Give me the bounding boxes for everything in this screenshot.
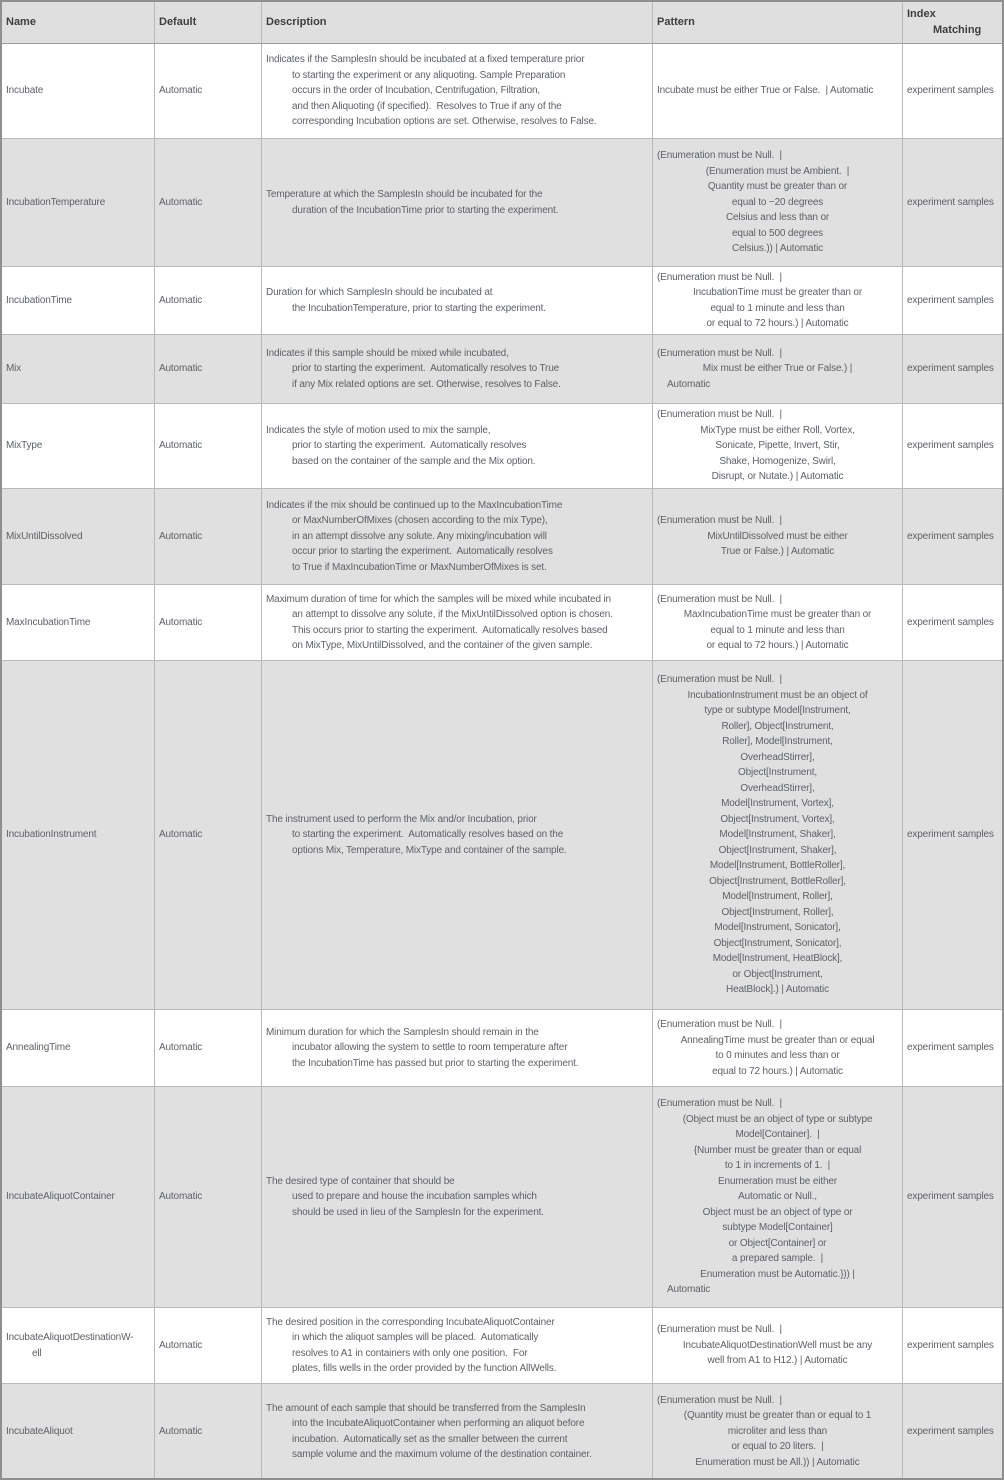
cell-default: [155, 1308, 262, 1383]
option-description-line: Indicates the style of motion used to mix the sample,: [266, 424, 491, 436]
cell-index-matching: [903, 335, 1002, 403]
cell-default: [155, 267, 262, 334]
option-pattern-line: Celsius and less than or: [725, 212, 830, 224]
table-row: [2, 404, 1002, 489]
option-description-line: The amount of each sample that should be transferred from the SamplesIn: [266, 1402, 586, 1414]
option-pattern-line: Incubate must be either True or False. | Automatic: [657, 85, 874, 97]
index-matching-value: experiment samples: [907, 85, 994, 97]
option-description-line: occurs in the order of Incubation, Centrifugation, Filtration,: [292, 85, 541, 97]
header-cell-pattern: [653, 2, 903, 43]
option-description-line: incubator allowing the system to settle to room temperature after: [292, 1042, 568, 1054]
header-label: Pattern: [657, 15, 695, 28]
option-default: Automatic: [159, 294, 203, 306]
option-pattern-line: well from A1 to H12.) | Automatic: [707, 1355, 848, 1367]
option-pattern-line: equal to 72 hours.) | Automatic: [712, 1065, 843, 1077]
cell-default: [155, 489, 262, 584]
option-description-line: Temperature at which the SamplesIn should be incubated for the: [266, 189, 543, 200]
option-description-line: The desired position in the corresponding IncubateAliquotContainer: [266, 1316, 555, 1328]
cell-default: [155, 1087, 262, 1307]
option-default: Automatic: [159, 440, 203, 452]
header-label: Description: [266, 15, 327, 28]
cell-index-matching: [903, 1010, 1002, 1086]
cell-description: [262, 489, 653, 584]
option-default: Automatic: [159, 85, 203, 97]
option-pattern-line: Automatic or Null.,: [738, 1191, 817, 1203]
option-description-line: prior to starting the experiment. Automatically resolves to True: [292, 363, 560, 375]
option-pattern-line: equal to −20 degrees: [731, 196, 824, 208]
cell-description: [262, 1308, 653, 1383]
option-pattern-line: or equal to 72 hours.) | Automatic: [706, 318, 849, 329]
cell-pattern: [653, 489, 903, 584]
table-row: [2, 489, 1002, 585]
option-pattern-line: (Quantity must be greater than or equal to 1: [683, 1410, 872, 1422]
table-row: [2, 585, 1002, 661]
option-name: MixUntilDissolved: [6, 530, 83, 542]
header-cell-name: [2, 2, 155, 43]
index-matching-value: experiment samples: [907, 363, 994, 375]
option-pattern-line: (Enumeration must be Null. |: [657, 1019, 782, 1030]
option-description-line: into the IncubateAliquotContainer when performing an aliquot before: [292, 1418, 585, 1429]
option-name: ell: [32, 1347, 42, 1359]
cell-pattern: [653, 585, 903, 660]
option-pattern-line: Object must be an object of type or: [702, 1206, 853, 1218]
option-pattern-line: Model[Instrument, BottleRoller],: [709, 860, 846, 872]
option-description-line: the IncubationTime has passed but prior to starting the experiment.: [292, 1057, 579, 1069]
option-pattern-line: Automatic: [667, 1284, 711, 1296]
option-pattern-line: equal to 500 degrees: [732, 227, 823, 239]
table-header: [2, 2, 1002, 44]
option-name: IncubationTemperature: [6, 196, 106, 208]
option-pattern-line: (Enumeration must be Null. |: [657, 409, 782, 421]
option-pattern-line: to 1 in increments of 1. |: [724, 1160, 831, 1172]
cell-index-matching: [903, 404, 1002, 488]
option-pattern-line: Object[Instrument,: [738, 767, 817, 779]
cell-default: [155, 139, 262, 266]
header-cell-index-matching: [903, 2, 1002, 43]
option-pattern-line: (Enumeration must be Null. |: [657, 1324, 782, 1336]
option-description-line: prior to starting the experiment. Automatically resolves: [292, 440, 527, 452]
cell-description: [262, 404, 653, 488]
option-name: IncubationTime: [6, 294, 72, 306]
option-pattern-line: Model[Instrument, Shaker],: [719, 829, 836, 841]
table-row: [2, 44, 1002, 139]
cell-default: [155, 44, 262, 138]
index-matching-value: experiment samples: [907, 1425, 994, 1437]
option-pattern-line: AnnealingTime must be greater than or equal: [680, 1034, 875, 1046]
cell-index-matching: [903, 661, 1002, 1009]
option-pattern-line: IncubationTime must be greater than or: [692, 287, 863, 298]
option-name: MaxIncubationTime: [6, 616, 91, 628]
cell-description: [262, 585, 653, 660]
option-pattern-line: a prepared sample. |: [731, 1253, 824, 1265]
option-pattern-line: Model[Container]. |: [735, 1129, 820, 1141]
option-name: IncubationInstrument: [6, 829, 97, 841]
cell-name: [2, 489, 155, 584]
cell-name: [2, 1010, 155, 1086]
option-pattern-line: Object[Instrument, Shaker],: [718, 844, 837, 856]
option-pattern-line: Object[Instrument, Sonicator],: [713, 937, 842, 949]
table-row: [2, 335, 1002, 404]
cell-default: [155, 585, 262, 660]
option-pattern-line: Automatic: [667, 378, 711, 390]
option-pattern-line: True or False.) | Automatic: [720, 546, 835, 558]
option-name: MixType: [6, 440, 43, 452]
cell-name: [2, 1384, 155, 1479]
option-pattern-line: MaxIncubationTime must be greater than or: [683, 609, 872, 620]
cell-pattern: [653, 404, 903, 488]
option-description-line: Indicates if the mix should be continued up to the MaxIncubationTime: [266, 499, 563, 511]
option-pattern-line: IncubateAliquotDestinationWell must be any: [682, 1339, 873, 1351]
option-description-line: Maximum duration of time for which the samples will be mixed while incubated in: [266, 593, 611, 605]
option-pattern-line: Disrupt, or Nutate.) | Automatic: [711, 471, 844, 483]
cell-index-matching: [903, 1087, 1002, 1307]
cell-description: [262, 44, 653, 138]
option-pattern-line: Object[Instrument, BottleRoller],: [709, 875, 846, 887]
option-description-line: The desired type of container that should be: [266, 1175, 455, 1187]
option-default: Automatic: [159, 1042, 203, 1054]
cell-pattern: [653, 1308, 903, 1383]
option-description-line: the IncubationTemperature, prior to starting the experiment.: [292, 302, 546, 314]
option-description-line: This occurs prior to starting the experiment. Automatically resolves based: [292, 624, 608, 636]
option-pattern-line: or Object[Instrument,: [732, 968, 823, 980]
index-matching-value: experiment samples: [907, 829, 994, 841]
table-row: [2, 661, 1002, 1010]
cell-index-matching: [903, 139, 1002, 266]
header-label: Default: [159, 15, 197, 28]
header-label: Index: [907, 8, 936, 20]
option-default: Automatic: [159, 1425, 203, 1437]
option-description-line: Minimum duration for which the SamplesIn should remain in the: [266, 1026, 539, 1038]
option-pattern-line: or Object[Container] or: [728, 1237, 827, 1249]
option-description-line: occur prior to starting the experiment. Automatically resolves: [292, 546, 553, 558]
cell-name: [2, 661, 155, 1009]
option-pattern-line: Model[Instrument, Roller],: [722, 891, 833, 903]
option-pattern-line: Enumeration must be Automatic.})) |: [700, 1268, 855, 1280]
option-pattern-line: to 0 minutes and less than or: [715, 1050, 840, 1061]
option-default: Automatic: [159, 530, 203, 542]
option-description-line: to starting the experiment. Automatically resolves based on the: [292, 829, 564, 841]
option-pattern-line: (Enumeration must be Null. |: [657, 674, 782, 686]
cell-pattern: [653, 44, 903, 138]
option-pattern-line: {Number must be greater than or equal: [693, 1144, 862, 1156]
cell-pattern: [653, 1010, 903, 1086]
option-default: Automatic: [159, 616, 203, 628]
cell-pattern: [653, 1087, 903, 1307]
cell-index-matching: [903, 585, 1002, 660]
option-description-line: used to prepare and house the incubation samples which: [292, 1191, 537, 1203]
cell-description: [262, 267, 653, 334]
option-description-line: Indicates if the SamplesIn should be incubated at a fixed temperature prior: [266, 54, 585, 66]
option-pattern-line: Enumeration must be either: [718, 1175, 837, 1187]
option-pattern-line: OverheadStirrer],: [740, 782, 815, 794]
option-name: AnnealingTime: [6, 1042, 71, 1054]
option-pattern-line: (Enumeration must be Null. |: [657, 1098, 782, 1110]
cell-default: [155, 335, 262, 403]
option-pattern-line: IncubationInstrument must be an object of: [687, 689, 868, 701]
option-description-line: plates, fills wells in the order provided by the function AllWells.: [292, 1363, 557, 1374]
option-pattern-line: Model[Instrument, Vortex],: [721, 798, 834, 810]
cell-name: [2, 1087, 155, 1307]
option-pattern-line: equal to 1 minute and less than: [710, 302, 845, 314]
cell-pattern: [653, 335, 903, 403]
option-name: IncubateAliquot: [6, 1425, 73, 1437]
option-description-line: resolves to A1 in containers with only one position. For: [292, 1347, 528, 1359]
cell-default: [155, 404, 262, 488]
option-description-line: corresponding Incubation options are set. Otherwise, resolves to False.: [292, 116, 597, 128]
index-matching-value: experiment samples: [907, 616, 994, 628]
index-matching-value: experiment samples: [907, 196, 994, 208]
cell-name: [2, 1308, 155, 1383]
option-pattern-line: type or subtype Model[Instrument,: [704, 705, 851, 717]
table-row: [2, 1308, 1002, 1384]
option-name: IncubateAliquotContainer: [6, 1191, 115, 1203]
option-description-line: and then Aliquoting (if specified). Resolves to True if any of the: [292, 100, 562, 112]
option-default: Automatic: [159, 1191, 203, 1203]
cell-description: [262, 1010, 653, 1086]
option-pattern-line: Mix must be either True or False.) |: [702, 363, 853, 375]
cell-description: [262, 335, 653, 403]
option-description-line: in an attempt dissolve any solute. Any mixing/incubation will: [292, 530, 547, 542]
option-pattern-line: (Enumeration must be Null. |: [657, 271, 782, 283]
index-matching-value: experiment samples: [907, 440, 994, 452]
option-name: IncubateAliquotDestinationW-: [6, 1332, 134, 1343]
option-pattern-line: MixType must be either Roll, Vortex,: [700, 424, 855, 436]
option-pattern-line: or equal to 72 hours.) | Automatic: [706, 640, 849, 651]
cell-description: [262, 1087, 653, 1307]
option-pattern-line: (Object must be an object of type or subtype: [682, 1113, 873, 1125]
option-description-line: or MaxNumberOfMixes (chosen according to the mix Type),: [292, 515, 548, 527]
option-pattern-line: (Enumeration must be Ambient. |: [705, 165, 850, 177]
option-description-line: if any Mix related options are set. Otherwise, resolves to False.: [292, 378, 561, 390]
table-row: [2, 1384, 1002, 1480]
option-pattern-line: OverheadStirrer],: [740, 751, 815, 763]
option-description-line: incubation. Automatically set as the smaller between the current: [292, 1433, 568, 1445]
cell-name: [2, 139, 155, 266]
header-label: Name: [6, 15, 36, 28]
option-name: Mix: [6, 363, 22, 375]
table-body: [2, 44, 1002, 1480]
index-matching-value: experiment samples: [907, 1191, 994, 1203]
cell-pattern: [653, 661, 903, 1009]
option-default: Automatic: [159, 196, 203, 208]
option-name: Incubate: [6, 85, 44, 97]
header-cell-description: [262, 2, 653, 43]
cell-index-matching: [903, 44, 1002, 138]
option-pattern-line: Quantity must be greater than or: [707, 181, 848, 193]
cell-name: [2, 44, 155, 138]
option-pattern-line: (Enumeration must be Null. |: [657, 347, 782, 359]
option-pattern-line: or equal to 20 liters. |: [731, 1441, 824, 1453]
cell-description: [262, 661, 653, 1009]
option-pattern-line: equal to 1 minute and less than: [710, 624, 845, 636]
cell-pattern: [653, 1384, 903, 1479]
cell-name: [2, 267, 155, 334]
cell-default: [155, 1010, 262, 1086]
option-pattern-line: Object[Instrument, Vortex],: [720, 813, 835, 825]
option-description-line: based on the container of the sample and the Mix option.: [292, 455, 536, 467]
option-default: Automatic: [159, 1339, 203, 1351]
cell-default: [155, 1384, 262, 1479]
option-pattern-line: HeatBlock].) | Automatic: [726, 984, 829, 996]
index-matching-value: experiment samples: [907, 530, 994, 542]
table-row: [2, 267, 1002, 335]
cell-description: [262, 139, 653, 266]
cell-pattern: [653, 139, 903, 266]
cell-index-matching: [903, 1384, 1002, 1479]
option-description-line: in which the aliquot samples will be placed. Automatically: [292, 1332, 539, 1343]
option-description-line: Duration for which SamplesIn should be incubated at: [266, 287, 493, 298]
option-pattern-line: Celsius.)) | Automatic: [732, 243, 823, 255]
option-pattern-line: Enumeration must be All.)) | Automatic: [695, 1456, 860, 1468]
option-pattern-line: (Enumeration must be Null. |: [657, 150, 782, 162]
option-pattern-line: Sonicate, Pipette, Invert, Stir,: [715, 440, 840, 452]
option-pattern-line: (Enumeration must be Null. |: [657, 515, 782, 527]
option-description-line: Indicates if this sample should be mixed while incubated,: [266, 347, 509, 359]
cell-description: [262, 1384, 653, 1479]
cell-index-matching: [903, 267, 1002, 334]
option-description-line: to starting the experiment or any aliquoting. Sample Preparation: [292, 69, 566, 81]
option-pattern-line: Roller], Model[Instrument,: [722, 736, 833, 748]
option-pattern-line: (Enumeration must be Null. |: [657, 1394, 782, 1406]
cell-index-matching: [903, 489, 1002, 584]
cell-default: [155, 661, 262, 1009]
option-default: Automatic: [159, 829, 203, 841]
option-description-line: duration of the IncubationTime prior to starting the experiment.: [292, 204, 559, 216]
option-pattern-line: Shake, Homogenize, Swirl,: [719, 455, 836, 467]
option-description-line: on MixType, MixUntilDissolved, and the container of the given sample.: [292, 640, 593, 651]
option-pattern-line: MixUntilDissolved must be either: [707, 530, 848, 542]
option-description-line: options Mix, Temperature, MixType and container of the sample.: [292, 844, 567, 856]
cell-name: [2, 335, 155, 403]
option-default: Automatic: [159, 363, 203, 375]
option-pattern-line: Model[Instrument, Sonicator],: [714, 922, 841, 934]
option-description-line: an attempt to dissolve any solute, if the MixUntilDissolved option is chosen.: [292, 609, 613, 620]
option-pattern-line: microliter and less than: [727, 1425, 828, 1437]
index-matching-value: experiment samples: [907, 294, 994, 306]
cell-name: [2, 585, 155, 660]
index-matching-value: experiment samples: [907, 1339, 994, 1351]
option-description-line: The instrument used to perform the Mix and/or Incubation, prior: [266, 813, 537, 825]
option-pattern-line: Roller], Object[Instrument,: [721, 720, 834, 732]
table-row: [2, 1087, 1002, 1308]
option-pattern-line: subtype Model[Container]: [722, 1222, 833, 1234]
option-description-line: sample volume and the maximum volume of the destination container.: [292, 1449, 592, 1460]
index-matching-value: experiment samples: [907, 1042, 994, 1054]
header-label: Matching: [933, 23, 982, 36]
option-pattern-line: Model[Instrument, HeatBlock],: [712, 953, 843, 965]
option-description-line: should be used in lieu of the SamplesIn for the experiment.: [292, 1206, 544, 1218]
cell-pattern: [653, 267, 903, 334]
option-pattern-line: Object[Instrument, Roller],: [721, 906, 834, 918]
option-description-line: to True if MaxIncubationTime or MaxNumberOfMixes is set.: [292, 561, 547, 573]
header-cell-default: [155, 2, 262, 43]
cell-name: [2, 404, 155, 488]
option-pattern-line: (Enumeration must be Null. |: [657, 593, 782, 605]
cell-index-matching: [903, 1308, 1002, 1383]
table-row: [2, 139, 1002, 267]
table-row: [2, 1010, 1002, 1087]
